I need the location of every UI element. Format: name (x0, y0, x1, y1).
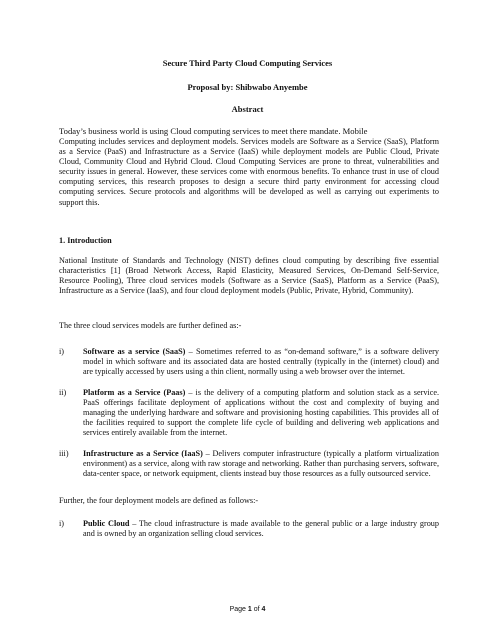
service-model-text: – Delivers computer infrastructure (typically a platform virtualization environment) as a service, along with raw storage and networking. Rather than purchasing servers, software, data-center space, or network equipment, clients instead buy those resources as a fully outsourced service. (83, 449, 439, 479)
abstract-heading: Abstract (231, 104, 264, 114)
list-marker: i) (59, 519, 65, 528)
service-model-term: Platform as a Service (Paas) (83, 388, 186, 397)
service-model-text: – is the delivery of a computing platform and solution stack as a service. PaaS offerings facilitate deployment of applications without the cost and complexity of buying and managing the underlying hardware and software and provisioning hosting capabilities. This provides all of the facilities required to support the complete life cycle of building and delivering web applications and services entirely available from the internet. (83, 388, 440, 438)
document-title: Secure Third Party Cloud Computing Services (162, 58, 333, 68)
page-total: 4 (261, 606, 266, 613)
service-model-text: – Sometimes referred to as “on-demand software,” is a software delivery model in which software and its associated data are hosted centrally (typically in the (internet) cloud) and are typically accessed by users using a thin client, normally using a web browser over the internet. (83, 347, 439, 377)
list-marker: iii) (59, 449, 69, 458)
list-marker: ii) (59, 388, 67, 397)
abstract-first-line: Today’s business world is using Cloud computing services to meet there mandate. Mobile (59, 126, 368, 136)
page-footer (0, 605, 495, 614)
service-model-term: Infrastructure as a Service (IaaS) (83, 449, 203, 458)
author-line: Proposal by: Shibwabo Anyembe (187, 82, 308, 92)
service-model-term: Software as a service (SaaS) (83, 347, 186, 356)
service-model-item (59, 449, 439, 479)
page-label: Page (229, 606, 248, 613)
list-marker: i) (59, 347, 65, 356)
abstract-body: Computing includes services and deployment models. Services models are Software as a Service (SaaS), Platform as a Service (PaaS) and Infrastructure as a Service (IaaS) while deployment models are Public Cloud, Private Cloud, Community Cloud and Hybrid Cloud. Cloud Computing Services are prone to threat, vulnerabilities and security issues in general. However, these services come with enormous benefits. To enhance trust in use of cloud computing services, this research proposes to design a secure third party environment for accessing cloud computing services. Secure protocols and algorithms will be developed as well as carrying out experiments to support this. (59, 137, 439, 207)
intro-heading: 1. Introduction (59, 236, 112, 245)
service-model-item (59, 388, 439, 438)
intro-body: National Institute of Standards and Technology (NIST) defines cloud computing by describing five essential characteristics [1] (Broad Network Access, Rapid Elasticity, Measured Services, On-Demand Self-Service, Resource Pooling), Three cloud services models (Software as a Service (SaaS), Platform as a Service (PaaS), Infrastructure as a Service (IaaS), and four cloud deployment models (Public, Private, Hybrid, Community). (59, 256, 439, 296)
service-model-item (59, 347, 439, 377)
deployment-model-term: Public Cloud (83, 519, 130, 528)
page-number: 1 (247, 606, 252, 613)
deployment-model-text: – The cloud infrastructure is made available to the general public or a large industry group and is owned by an organization selling cloud services. (83, 519, 439, 539)
deployment-model-item (59, 519, 439, 539)
services-intro: The three cloud services models are further defined as:- (59, 321, 242, 330)
page-of-label: of (251, 606, 262, 613)
deployment-intro: Further, the four deployment models are defined as follows:- (59, 496, 259, 505)
